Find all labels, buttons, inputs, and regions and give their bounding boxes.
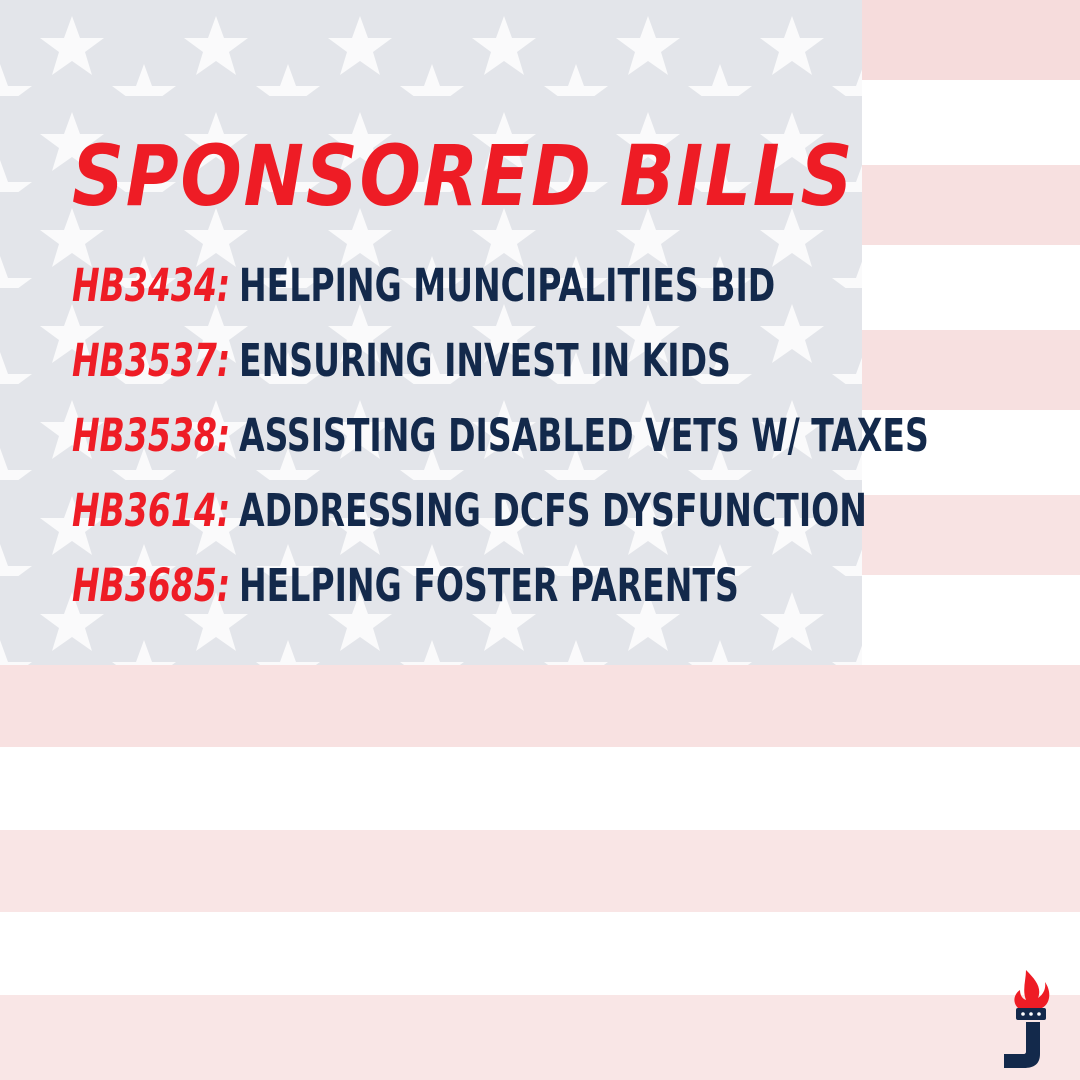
bill-number: HB3537: [72, 334, 231, 387]
content-area [72, 126, 1072, 623]
bill-item-hb3434 [72, 248, 807, 323]
bill-item-hb3538 [72, 398, 929, 473]
page-title: SPONSORED BILLS [72, 127, 855, 225]
torch-j-logo-icon [996, 966, 1060, 1070]
bill-item-hb3685 [72, 548, 807, 623]
bill-number: HB3614: [72, 484, 231, 537]
bill-number: HB3685: [72, 559, 231, 612]
bill-description: HELPING FOSTER PARENTS [238, 559, 739, 612]
bill-description: ENSURING INVEST IN KIDS [238, 334, 731, 387]
bill-item-hb3537 [72, 323, 807, 398]
bill-description: HELPING MUNCIPALITIES BID [238, 259, 776, 312]
bill-description: ADDRESSING DCFS DYSFUNCTION [238, 484, 867, 537]
bill-item-hb3614 [72, 473, 867, 548]
bill-number: HB3434: [72, 259, 231, 312]
bill-description: ASSISTING DISABLED VETS W/ TAXES [238, 409, 929, 462]
bill-number: HB3538: [72, 409, 231, 462]
bill-list [72, 248, 1072, 623]
